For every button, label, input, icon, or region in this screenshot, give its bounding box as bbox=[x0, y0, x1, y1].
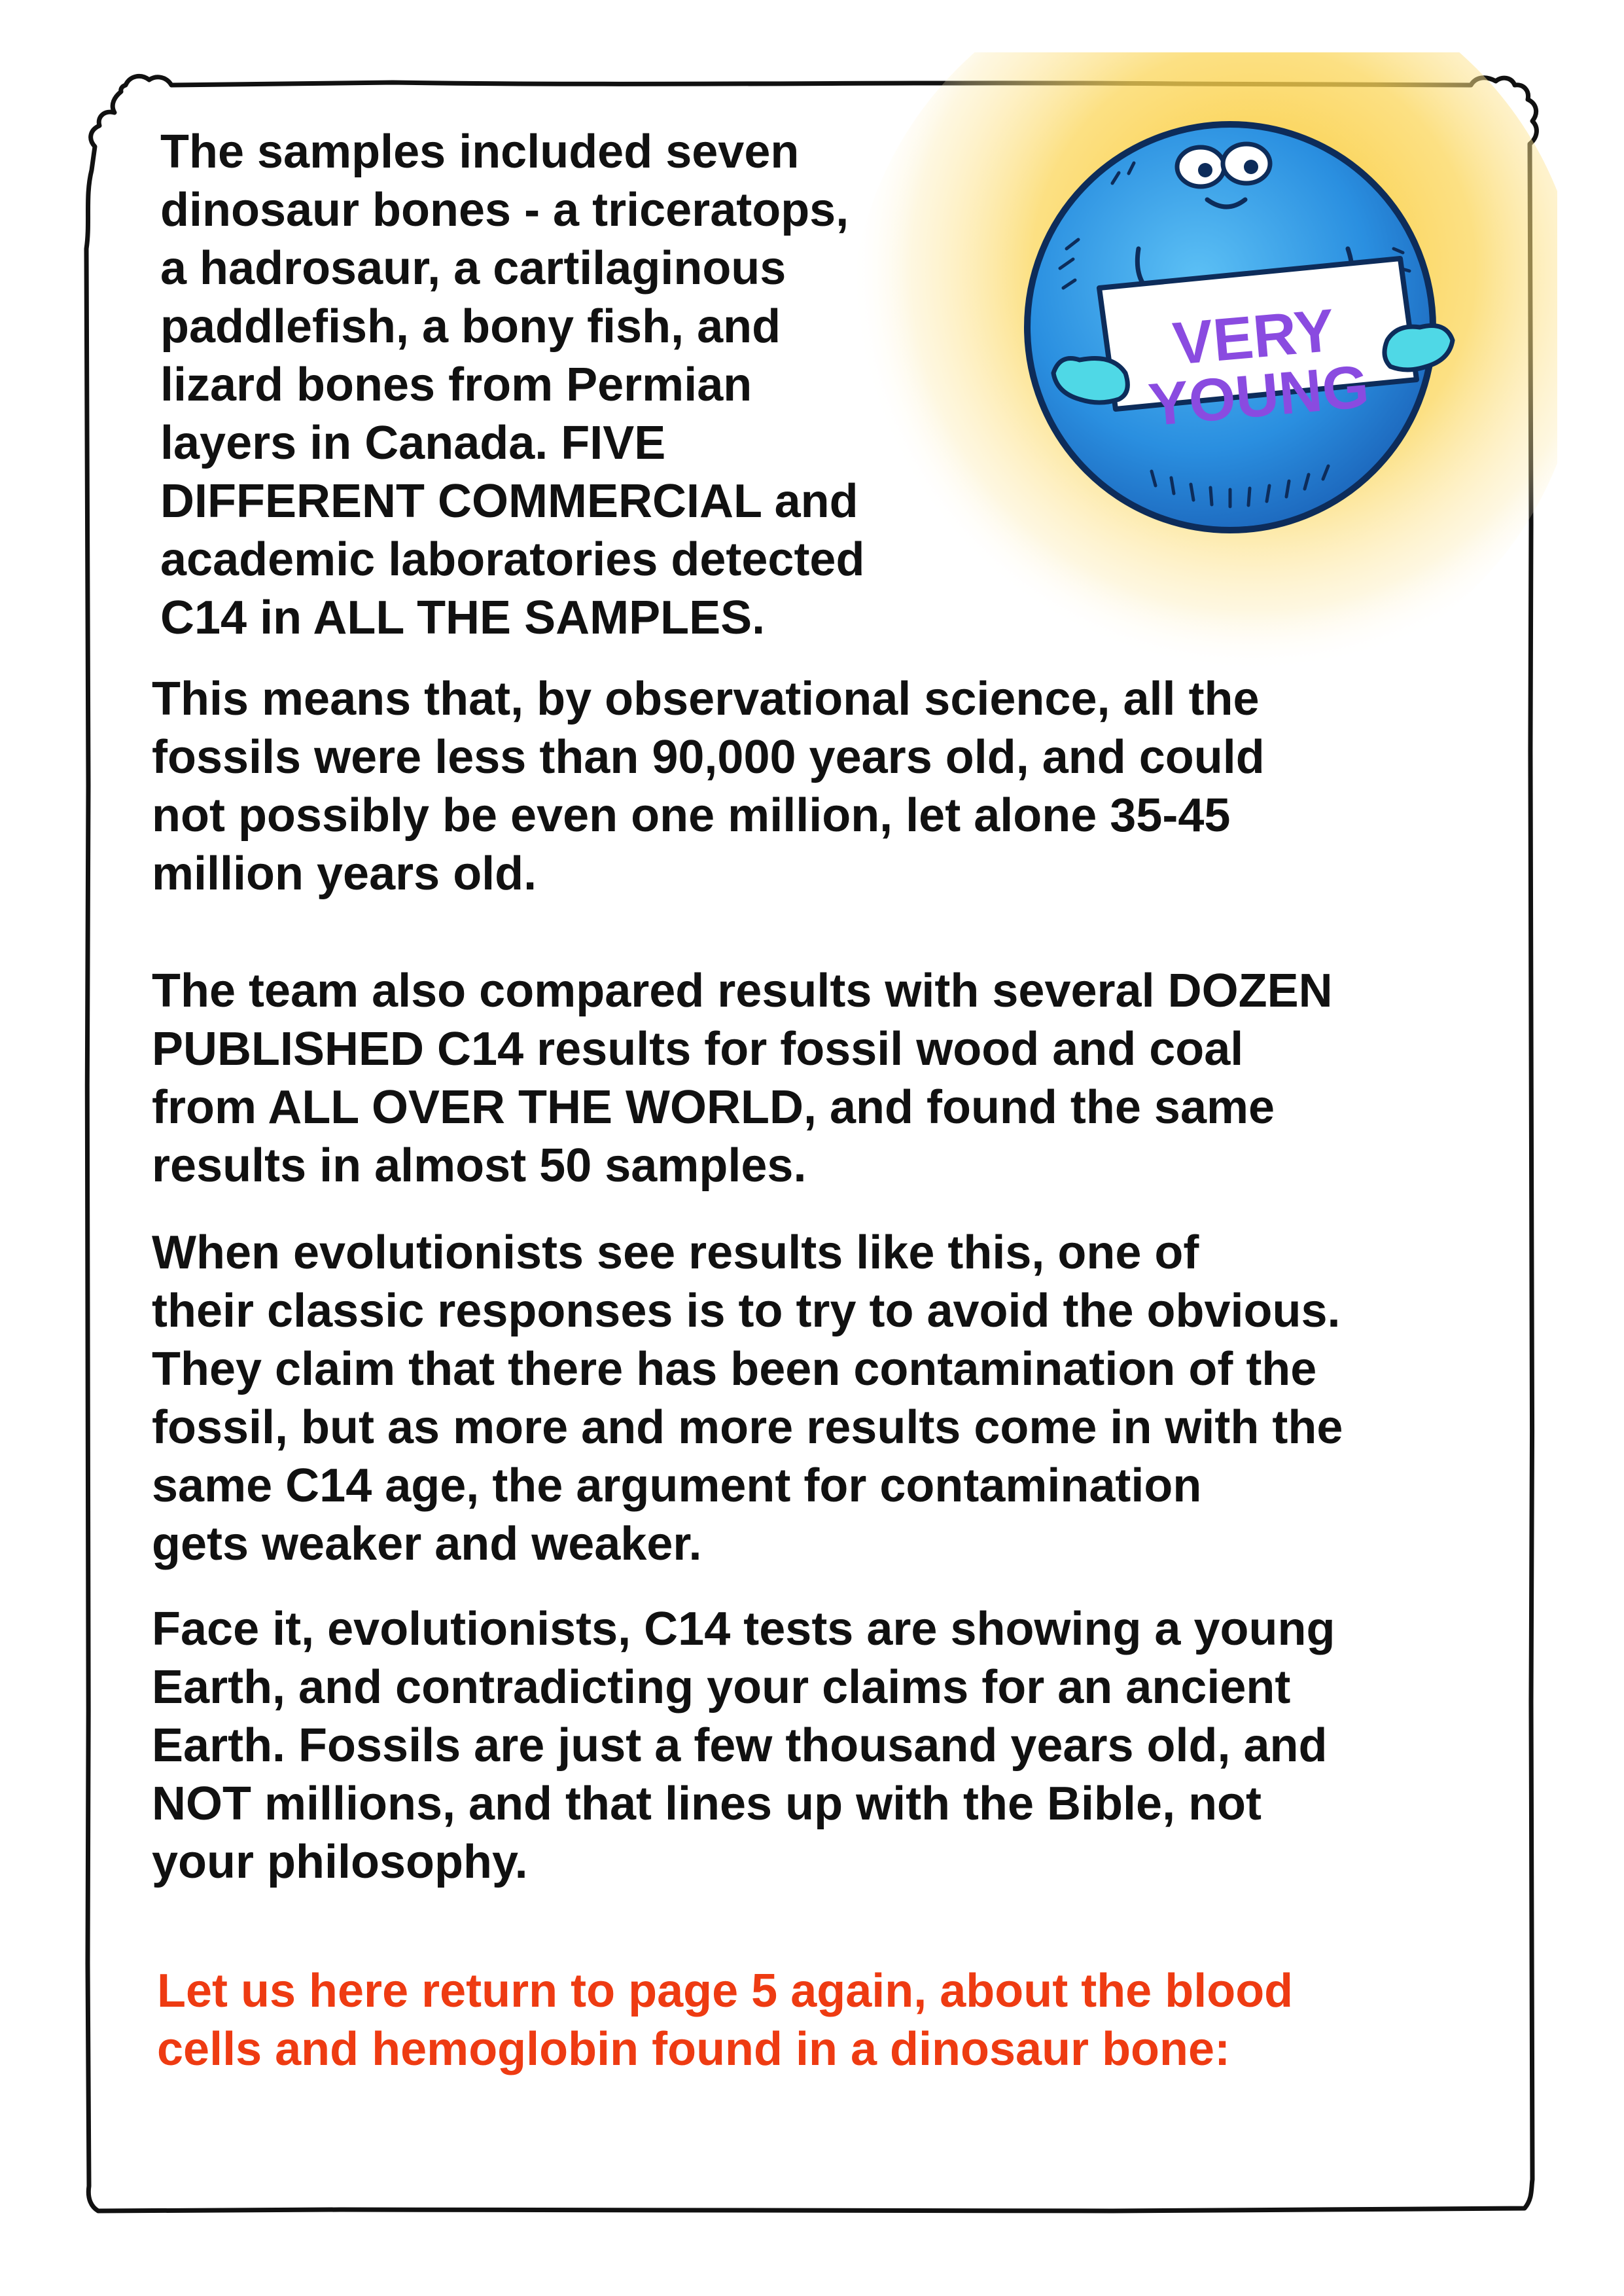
paragraph-contamination: When evolutionists see results like this, one of their classic responses is to try to avoid the obvious. They claim that there has been contamination of the fossil, but as more and more results come in with the same C14 age, the argument for contamination gets weaker and weaker. bbox=[152, 1227, 1343, 1570]
closing-note: Let us here return to page 5 again, about the blood cells and hemoglobin found in a dinosaur bone: bbox=[157, 1965, 1294, 2075]
paragraph-observational-science: This means that, by observational science, all the fossils were less than 90,000 years old, and could not possibly be even one million, let alone 35-45 million years old. bbox=[152, 673, 1265, 900]
sign-text: VERY YOUNG bbox=[1146, 296, 1372, 439]
paragraph-young-earth: Face it, evolutionists, C14 tests are showing a young Earth, and contradicting your claims for an ancient Earth. Fossils are just a few thousand years old, and NOT millions, and that lines up with the Bible, not your philosophy. bbox=[152, 1603, 1335, 1888]
paragraph-team-comparison: The team also compared results with several DOZEN PUBLISHED C14 results for fossil wood and coal from ALL OVER THE WORLD, and found the same results in almost 50 samples. bbox=[152, 965, 1333, 1192]
paragraph-samples: The samples included seven dinosaur bones - a triceratops, a hadrosaur, a cartilaginous paddlefish, a bony fish, and lizard bones from Permian layers in Canada. FIVE DIFFERENT COMMERCIAL and academic laboratories detected C14 in ALL THE SAMPLES. bbox=[160, 126, 865, 644]
